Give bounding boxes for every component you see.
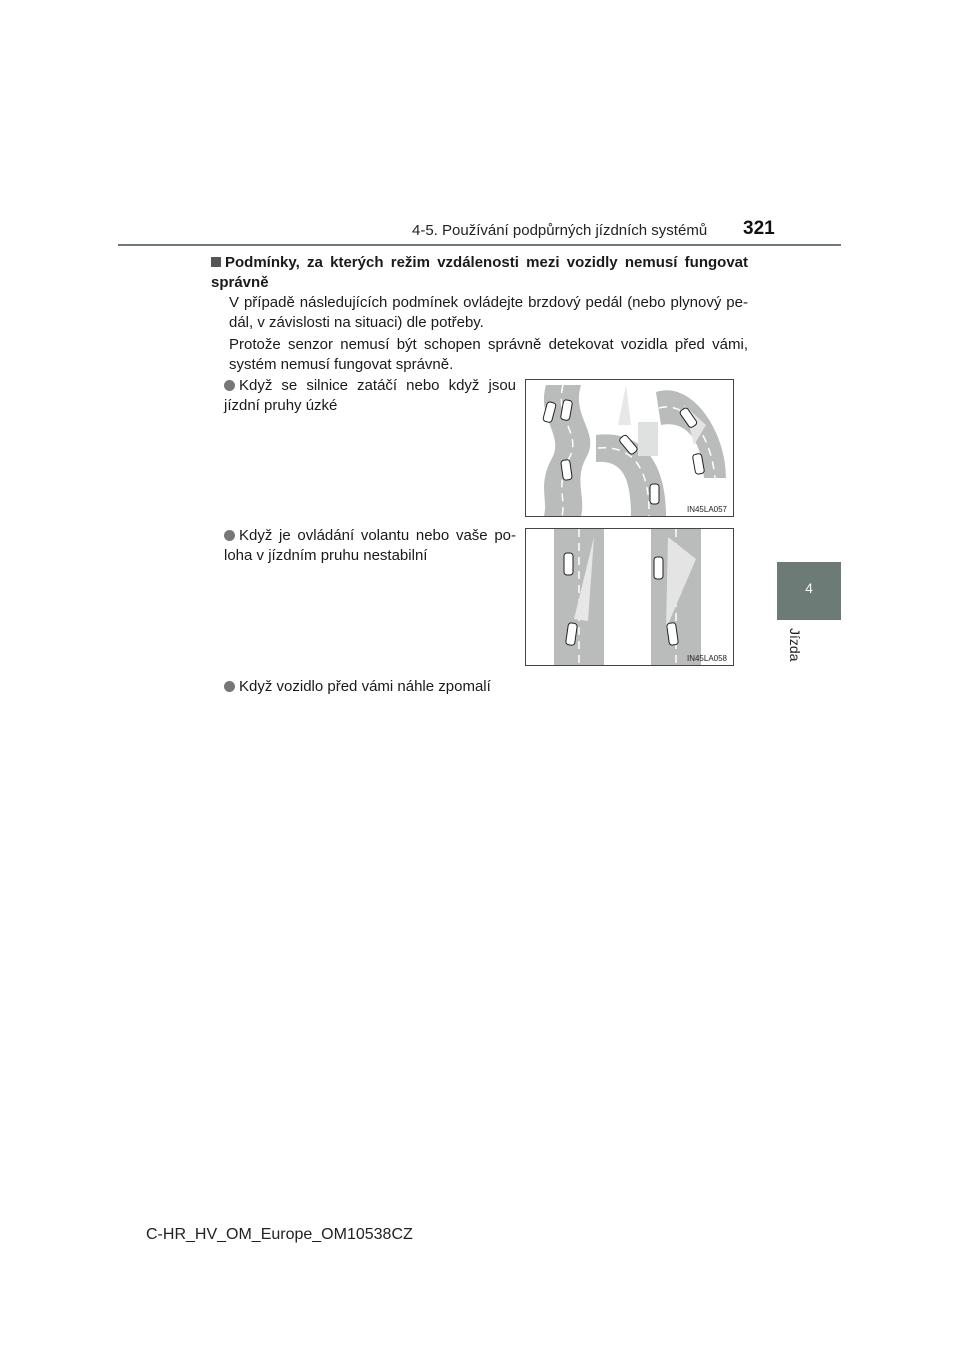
figure-code: IN45LA058 xyxy=(686,654,727,663)
bullet-item-2: Když je ovládání volantu nebo vaše po-loha v jízdním pruhu nestabilní xyxy=(224,527,516,564)
bullet-item-1: Když se silnice zatáčí nebo když jsou jízdní pruhy úzké xyxy=(224,377,516,414)
chapter-label: Jízda xyxy=(787,628,803,662)
circle-bullet-icon xyxy=(224,530,235,541)
section-heading xyxy=(211,253,748,293)
circle-bullet-icon xyxy=(224,681,235,692)
paragraph-2: Protože senzor nemusí být schopen správně detekovat vozidla před vámi, systém nemusí fungovat správně. xyxy=(229,336,748,373)
chapter-number: 4 xyxy=(805,580,813,596)
document-code: C-HR_HV_OM_Europe_OM10538CZ xyxy=(146,1226,413,1243)
section-heading-text: Podmínky, za kterých režim vzdálenosti mezi vozidly nemusí fungovat správně xyxy=(211,254,748,291)
header-divider xyxy=(118,244,841,246)
lane-position-illustration xyxy=(526,529,733,665)
figure-code: IN45LA057 xyxy=(686,505,727,514)
bullet-item-3: Když vozidlo před vámi náhle zpomalí xyxy=(224,677,724,697)
figure-lane-position xyxy=(525,528,734,666)
figure-curved-road xyxy=(525,379,734,517)
square-bullet-icon xyxy=(211,257,221,267)
chapter-tab xyxy=(777,562,841,620)
paragraph-1: V případě následujících podmínek ovládejte brzdový pedál (nebo plynový pe-dál, v závislosti na situaci) dle potřeby. xyxy=(229,294,748,331)
page-number: 321 xyxy=(743,218,775,239)
circle-bullet-icon xyxy=(224,380,235,391)
section-title: 4-5. Používání podpůrných jízdních systémů xyxy=(412,222,708,239)
curved-road-illustration xyxy=(526,380,733,516)
